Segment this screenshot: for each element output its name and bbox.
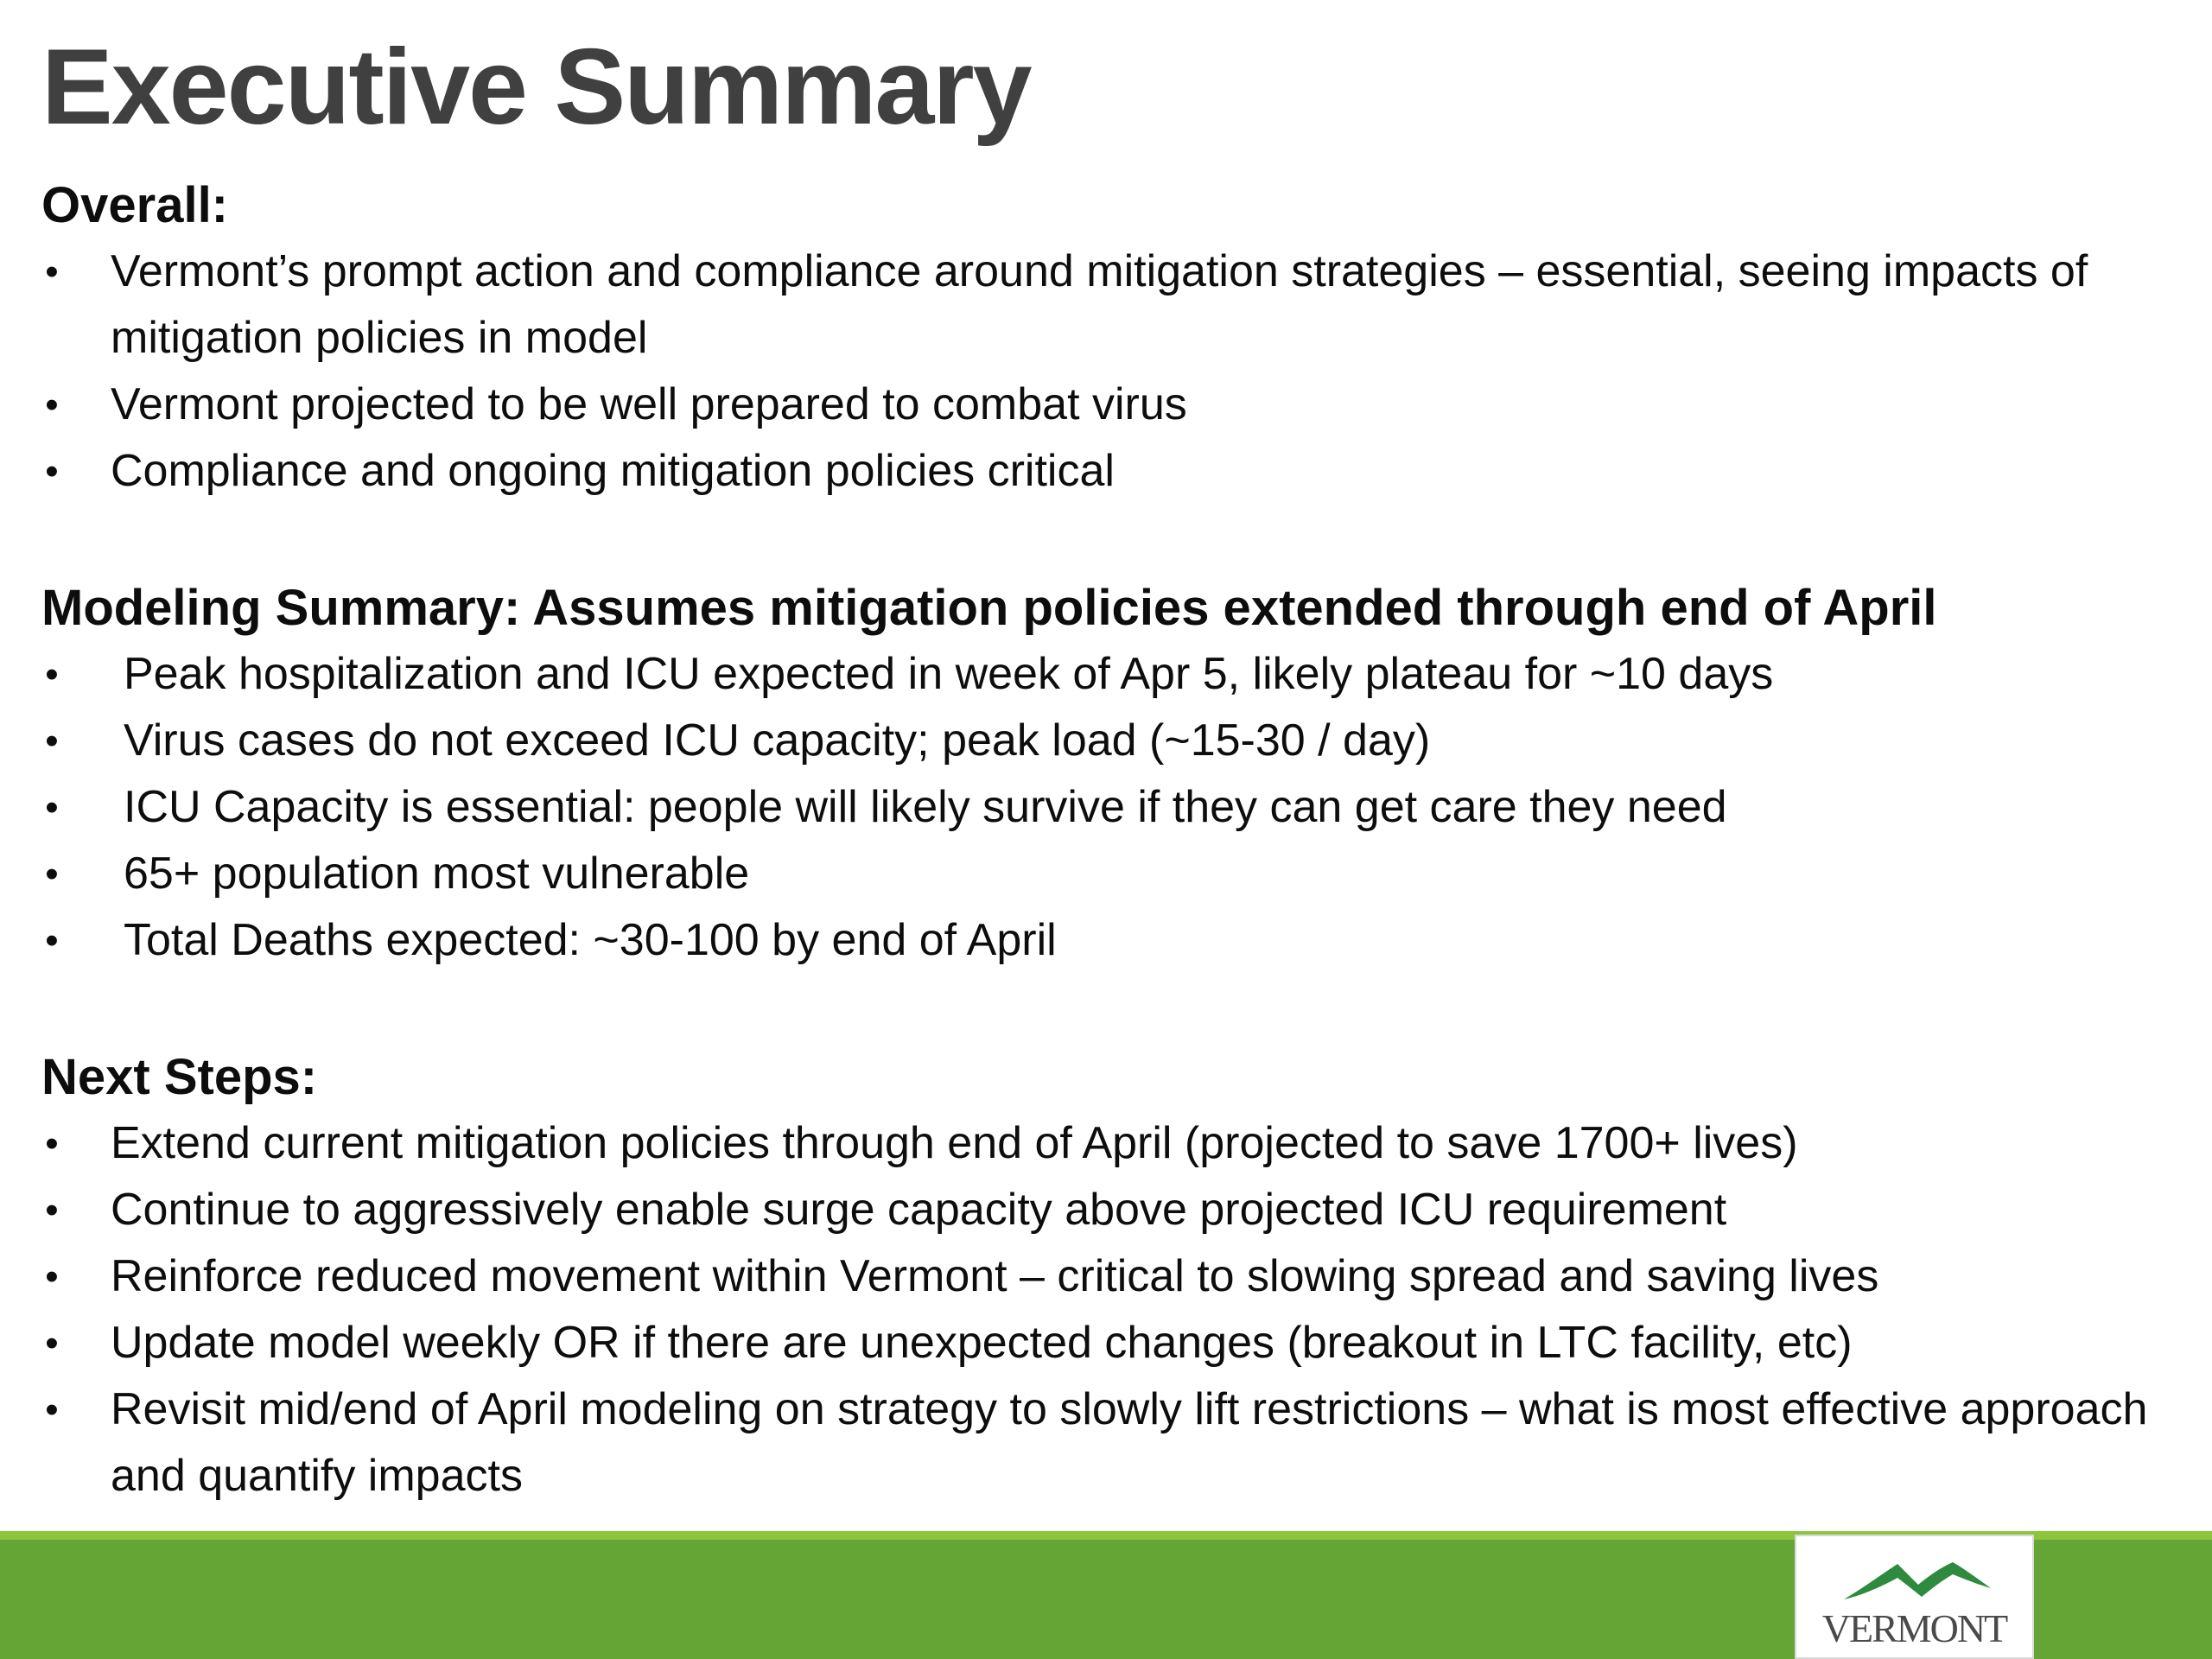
- bullet-icon: •: [45, 853, 59, 895]
- vermont-logo: [1795, 1535, 2034, 1659]
- bullet-list: [41, 1110, 2184, 1510]
- bullet-icon: •: [45, 450, 59, 493]
- logo-text: VERMONT: [1821, 1606, 2007, 1650]
- bullet-icon: •: [45, 1255, 59, 1298]
- bullet-icon: •: [45, 1389, 59, 1431]
- list-item: [41, 372, 2167, 438]
- section-heading: Next Steps:: [41, 1049, 318, 1105]
- list-item-text: Virus cases do not exceed ICU capacity; peak load (~15-30 / day): [124, 715, 1431, 766]
- slide-title: Executive Summary: [41, 28, 1031, 147]
- list-item-text: Vermont projected to be well prepared to combat virus: [111, 379, 1187, 429]
- list-item: [41, 238, 2167, 372]
- list-item-text: 65+ population most vulnerable: [124, 849, 750, 899]
- bullet-list: [41, 641, 2184, 974]
- bullet-icon: •: [45, 653, 59, 696]
- bullet-icon: •: [45, 720, 59, 762]
- slide-content: [41, 173, 2184, 1510]
- list-item-text: Revisit mid/end of April modeling on strategy to slowly lift restrictions – what is most effective approach and quantify impacts: [111, 1384, 2148, 1501]
- bullet-list: [41, 238, 2184, 505]
- list-item: [41, 841, 2180, 907]
- list-item-text: Update model weekly OR if there are unexpected changes (breakout in LTC facility, etc): [111, 1318, 1853, 1368]
- list-item: [41, 1310, 2167, 1376]
- bullet-icon: •: [45, 1189, 59, 1231]
- list-item: [41, 708, 2180, 774]
- bullet-icon: •: [45, 919, 59, 962]
- list-item: [41, 641, 2180, 708]
- section-heading: Modeling Summary: Assumes mitigation policies extended through end of April: [41, 580, 1937, 636]
- bullet-icon: •: [45, 1322, 59, 1364]
- list-item-text: Total Deaths expected: ~30-100 by end of April: [124, 915, 1057, 965]
- section-heading: Overall:: [41, 177, 228, 233]
- list-item-text: Reinforce reduced movement within Vermont – critical to slowing spread and saving lives: [111, 1251, 1879, 1301]
- list-item-text: Extend current mitigation policies through end of April (projected to save 1700+ lives): [111, 1118, 1798, 1168]
- list-item: [41, 1110, 2167, 1177]
- list-item: [41, 438, 2167, 505]
- bullet-icon: •: [45, 1122, 59, 1165]
- list-item: [41, 774, 2180, 841]
- list-item-text: Compliance and ongoing mitigation policies critical: [111, 446, 1115, 496]
- list-item: [41, 1177, 2167, 1243]
- bullet-icon: •: [45, 251, 59, 293]
- overall-section: [41, 173, 2184, 505]
- list-item: [41, 907, 2180, 974]
- list-item: [41, 1376, 2167, 1510]
- mountain-logo-icon: [1844, 1552, 1991, 1605]
- list-item-text: Peak hospitalization and ICU expected in week of Apr 5, likely plateau for ~10 days: [124, 649, 1774, 699]
- bullet-icon: •: [45, 384, 59, 426]
- next-steps-section: [41, 1045, 2184, 1510]
- list-item: [41, 1243, 2167, 1310]
- bullet-icon: •: [45, 786, 59, 829]
- list-item-text: Continue to aggressively enable surge capacity above projected ICU requirement: [111, 1185, 1727, 1235]
- list-item-text: Vermont’s prompt action and compliance around mitigation strategies – essential, seeing impacts of mitigation policies in model: [111, 246, 2088, 363]
- modeling-summary-section: [41, 575, 2184, 974]
- list-item-text: ICU Capacity is essential: people will likely survive if they can get care they need: [124, 782, 1727, 832]
